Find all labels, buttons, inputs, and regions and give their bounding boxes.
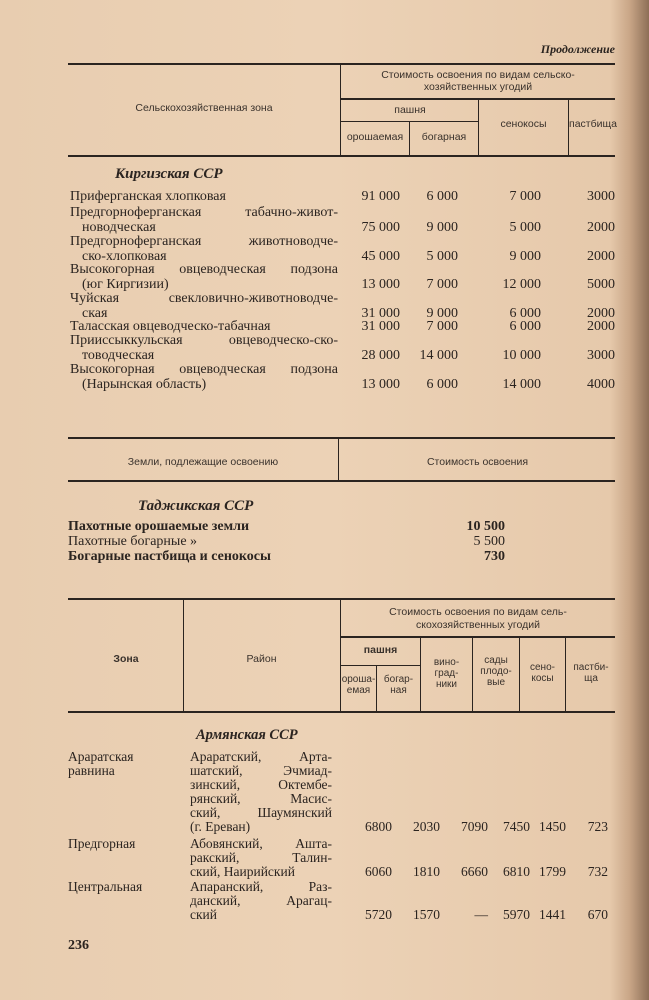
cell-value: 10 000 bbox=[502, 347, 541, 363]
cell-value: 31 000 bbox=[361, 319, 400, 334]
cell-value: 5000 bbox=[587, 276, 615, 292]
row-name bbox=[70, 292, 338, 321]
cell-value: 6060 bbox=[365, 864, 392, 879]
cell-value: 14 000 bbox=[419, 347, 458, 363]
rule bbox=[68, 480, 615, 482]
row-district bbox=[190, 837, 332, 879]
header-lands: Земли, подлежащие освоению bbox=[127, 456, 279, 468]
cell-value: 1799 bbox=[539, 864, 566, 879]
name-line: Предгорноферганская животноводче- bbox=[70, 234, 338, 249]
row-name bbox=[70, 190, 338, 205]
district-line: ский, Шаумянский bbox=[190, 805, 332, 820]
cell-value: 7450 bbox=[503, 819, 530, 834]
district-line: ракский, Талин- bbox=[190, 850, 332, 865]
row-name bbox=[70, 363, 338, 392]
cell-value: 14 000 bbox=[502, 376, 541, 392]
cell-value: 13 000 bbox=[361, 376, 400, 392]
cell-value: 6 000 bbox=[509, 305, 541, 321]
header-rainfed: богарная bbox=[421, 131, 467, 143]
name-line: Приисcыккульская овцеводческо-ско- bbox=[70, 333, 338, 348]
cell-value: 2030 bbox=[413, 819, 440, 834]
cell-value: 5 000 bbox=[426, 248, 458, 264]
cell-value: 10 500 bbox=[466, 519, 505, 534]
header-cost-line2: хозяйственных угодий bbox=[423, 81, 533, 93]
cell-value: 730 bbox=[484, 549, 505, 564]
cell-value: 75 000 bbox=[361, 219, 400, 235]
cell-value: 9 000 bbox=[509, 248, 541, 264]
header-hayfields: сено- косы bbox=[530, 662, 555, 684]
row-district bbox=[190, 880, 332, 922]
name-line: Высокогорная овцеводческая подзона bbox=[70, 362, 338, 377]
section-title-tajik: Таджикская ССР bbox=[138, 498, 254, 514]
name-line: Предгорноферганская табачно-живот- bbox=[70, 205, 338, 220]
header-zone: Сельскохозяйственная зона bbox=[135, 102, 273, 114]
cell-value: 31 000 bbox=[361, 305, 400, 321]
cell-value: 9 000 bbox=[426, 219, 458, 235]
cell-value: 5970 bbox=[503, 907, 530, 922]
row-name: Пахотные богарные » bbox=[68, 534, 198, 549]
district-line: Абовянский, Ашта- bbox=[190, 836, 332, 851]
rule bbox=[340, 636, 615, 638]
district-line: шатский, Эчмиад- bbox=[190, 763, 332, 778]
rule bbox=[68, 63, 615, 65]
name-line: товодческая bbox=[82, 347, 155, 363]
cell-value: 91 000 bbox=[361, 189, 400, 204]
row-zone bbox=[68, 837, 135, 851]
name-line: ская bbox=[82, 305, 108, 321]
zone-line: Араратская bbox=[68, 749, 134, 764]
district-line: данский, Арагац- bbox=[190, 893, 332, 908]
page-number: 236 bbox=[68, 938, 89, 953]
header-cost-line1: Стоимость освоения по видам сель- bbox=[389, 606, 567, 618]
section-title-kyrgyz: Киргизская ССР bbox=[115, 166, 223, 182]
district-line: Апаранский, Раз- bbox=[190, 879, 332, 894]
continuation-label: Продолжение bbox=[540, 42, 615, 56]
row-zone bbox=[68, 880, 142, 894]
row-name bbox=[70, 263, 338, 292]
cell-value: 13 000 bbox=[361, 276, 400, 292]
district-line: ский bbox=[190, 907, 217, 922]
cell-value: 7 000 bbox=[426, 276, 458, 292]
rule bbox=[68, 437, 615, 439]
header-orchards: сады плодо- вые bbox=[480, 655, 512, 688]
header-district: Район bbox=[246, 653, 277, 665]
row-name bbox=[70, 334, 338, 363]
cell-value: 7 000 bbox=[509, 189, 541, 204]
cell-value: 1810 bbox=[413, 864, 440, 879]
cell-value: 5 500 bbox=[473, 534, 505, 549]
name-line: Таласская овцеводческо-табачная bbox=[70, 319, 271, 334]
cell-value: 6660 bbox=[461, 864, 488, 879]
divider bbox=[338, 437, 339, 480]
cell-value: 732 bbox=[587, 864, 608, 879]
rule bbox=[68, 155, 615, 157]
zone-line: равнина bbox=[68, 763, 115, 778]
header-rainfed: богар- ная bbox=[383, 674, 414, 696]
name-line: Высокогорная овцеводческая подзона bbox=[70, 262, 338, 277]
header-zone: Зона bbox=[113, 653, 139, 665]
row-name: Пахотные орошаемые земли bbox=[68, 519, 250, 534]
cell-value: 2000 bbox=[587, 219, 615, 235]
row-name bbox=[70, 235, 338, 264]
header-irrigated: ороша- емая bbox=[341, 674, 376, 696]
cell-value: 9 000 bbox=[426, 305, 458, 321]
cell-value: 6 000 bbox=[509, 319, 541, 334]
district-line: ский, Наирийский bbox=[190, 864, 295, 879]
cell-value: 5 000 bbox=[509, 219, 541, 235]
cell-value: 6 000 bbox=[426, 376, 458, 392]
header-arable: пашня bbox=[363, 644, 398, 656]
cell-value: 3000 bbox=[587, 189, 615, 204]
cell-value: 2000 bbox=[587, 305, 615, 321]
header-pastures: пастбища bbox=[569, 118, 617, 130]
cell-value: 6800 bbox=[365, 819, 392, 834]
row-name bbox=[70, 206, 338, 235]
header-pastures: пастби- ща bbox=[573, 662, 609, 684]
cell-value: 2000 bbox=[587, 248, 615, 264]
rule bbox=[340, 665, 420, 666]
district-line: (г. Ереван) bbox=[190, 819, 251, 834]
cell-value: 4000 bbox=[587, 376, 615, 392]
cell-value: 7090 bbox=[461, 819, 488, 834]
name-line: Приферганская хлопковая bbox=[70, 189, 226, 204]
zone-line: Центральная bbox=[68, 879, 143, 894]
row-name: Богарные пастбища и сенокосы bbox=[68, 549, 271, 564]
cell-value: 6810 bbox=[503, 864, 530, 879]
header-cost: Стоимость освоения bbox=[426, 456, 529, 468]
row-zone bbox=[68, 750, 134, 778]
cell-value: 3000 bbox=[587, 347, 615, 363]
header-arable: пашня bbox=[394, 104, 426, 116]
name-line: (юг Киргизии) bbox=[82, 276, 169, 292]
cell-value: 2000 bbox=[587, 319, 615, 334]
section-title-armenia: Армянская ССР bbox=[196, 727, 298, 743]
header-irrigated: орошаемая bbox=[346, 131, 404, 143]
cell-value: 12 000 bbox=[502, 276, 541, 292]
rule bbox=[68, 598, 615, 600]
cell-value: 723 bbox=[587, 819, 608, 834]
zone-line: Предгорная bbox=[68, 836, 136, 851]
cell-value: 6 000 bbox=[426, 189, 458, 204]
header-vineyards: вино- град- ники bbox=[433, 657, 460, 690]
cell-value: 28 000 bbox=[361, 347, 400, 363]
name-line: (Нарынская область) bbox=[82, 376, 207, 392]
row-district bbox=[190, 750, 332, 834]
cell-value: 1570 bbox=[413, 907, 440, 922]
header-cost-line2: скохозяйственных угодий bbox=[416, 619, 540, 631]
name-line: Чуйская свекловично-животноводче- bbox=[70, 291, 338, 306]
cell-value: 7 000 bbox=[426, 319, 458, 334]
district-line: Араратский, Арта- bbox=[190, 749, 332, 764]
cell-value: 5720 bbox=[365, 907, 392, 922]
header-cost-line1: Стоимость освоения по видам сельско- bbox=[381, 69, 575, 81]
header-hayfields: сенокосы bbox=[500, 118, 547, 130]
name-line: новодческая bbox=[82, 219, 156, 235]
cell-value: — bbox=[474, 907, 488, 922]
cell-value: 1450 bbox=[539, 819, 566, 834]
cell-value: 45 000 bbox=[361, 248, 400, 264]
name-line: ско-хлопковая bbox=[82, 248, 167, 264]
rule bbox=[68, 711, 615, 713]
district-line: зинский, Октембе- bbox=[190, 777, 332, 792]
cell-value: 670 bbox=[587, 907, 608, 922]
district-line: рянский, Масис- bbox=[190, 791, 332, 806]
cell-value: 1441 bbox=[539, 907, 566, 922]
